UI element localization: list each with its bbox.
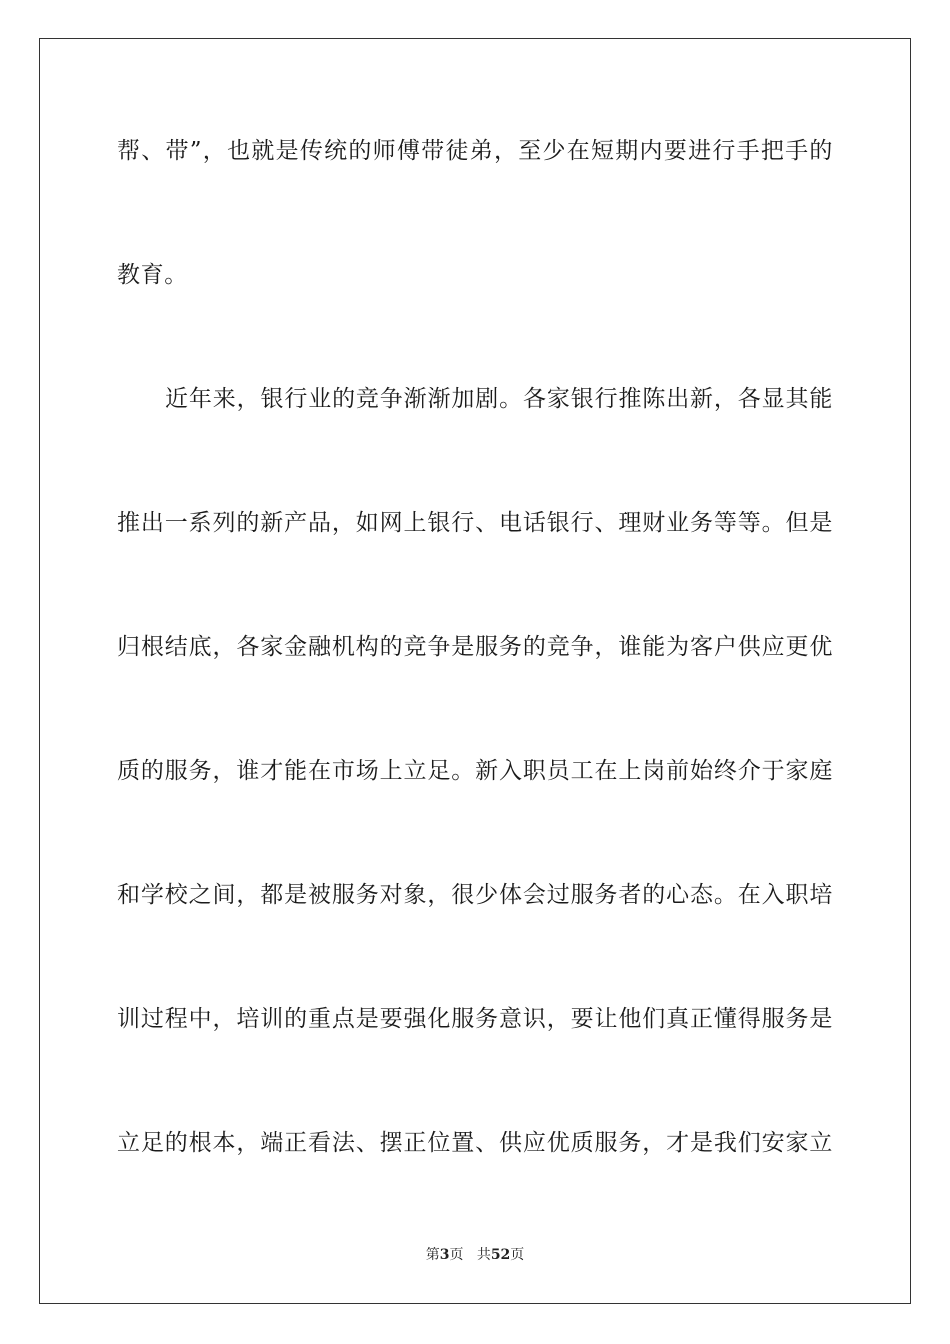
body-text-line-2: 教育。 <box>117 262 188 288</box>
total-prefix: 共 <box>476 1247 491 1263</box>
page-suffix: 页 <box>449 1247 464 1263</box>
page-footer <box>0 1246 950 1264</box>
page-number: 3 <box>439 1247 450 1263</box>
total-suffix: 页 <box>510 1247 525 1263</box>
body-text-line-3: 近年来，银行业的竞争渐渐加剧。各家银行推陈出新，各显其能 <box>165 386 833 412</box>
body-text-line-8: 训过程中，培训的重点是要强化服务意识，要让他们真正懂得服务是 <box>117 1006 833 1032</box>
page-prefix: 第 <box>425 1247 440 1263</box>
body-text-line-6: 质的服务，谁才能在市场上立足。新入职员工在上岗前始终介于家庭 <box>117 758 833 784</box>
total-pages: 52 <box>490 1247 511 1263</box>
body-text-line-9: 立足的根本，端正看法、摆正位置、供应优质服务，才是我们安家立 <box>117 1130 833 1156</box>
page-border <box>39 38 911 1304</box>
body-text-line-7: 和学校之间，都是被服务对象，很少体会过服务者的心态。在入职培 <box>117 882 833 908</box>
body-text-line-4: 推出一系列的新产品，如网上银行、电话银行、理财业务等等。但是 <box>117 510 833 536</box>
body-text-line-1: 帮、带”，也就是传统的师傅带徒弟，至少在短期内要进行手把手的 <box>117 138 833 164</box>
body-text-line-5: 归根结底，各家金融机构的竞争是服务的竞争，谁能为客户供应更优 <box>117 634 833 660</box>
